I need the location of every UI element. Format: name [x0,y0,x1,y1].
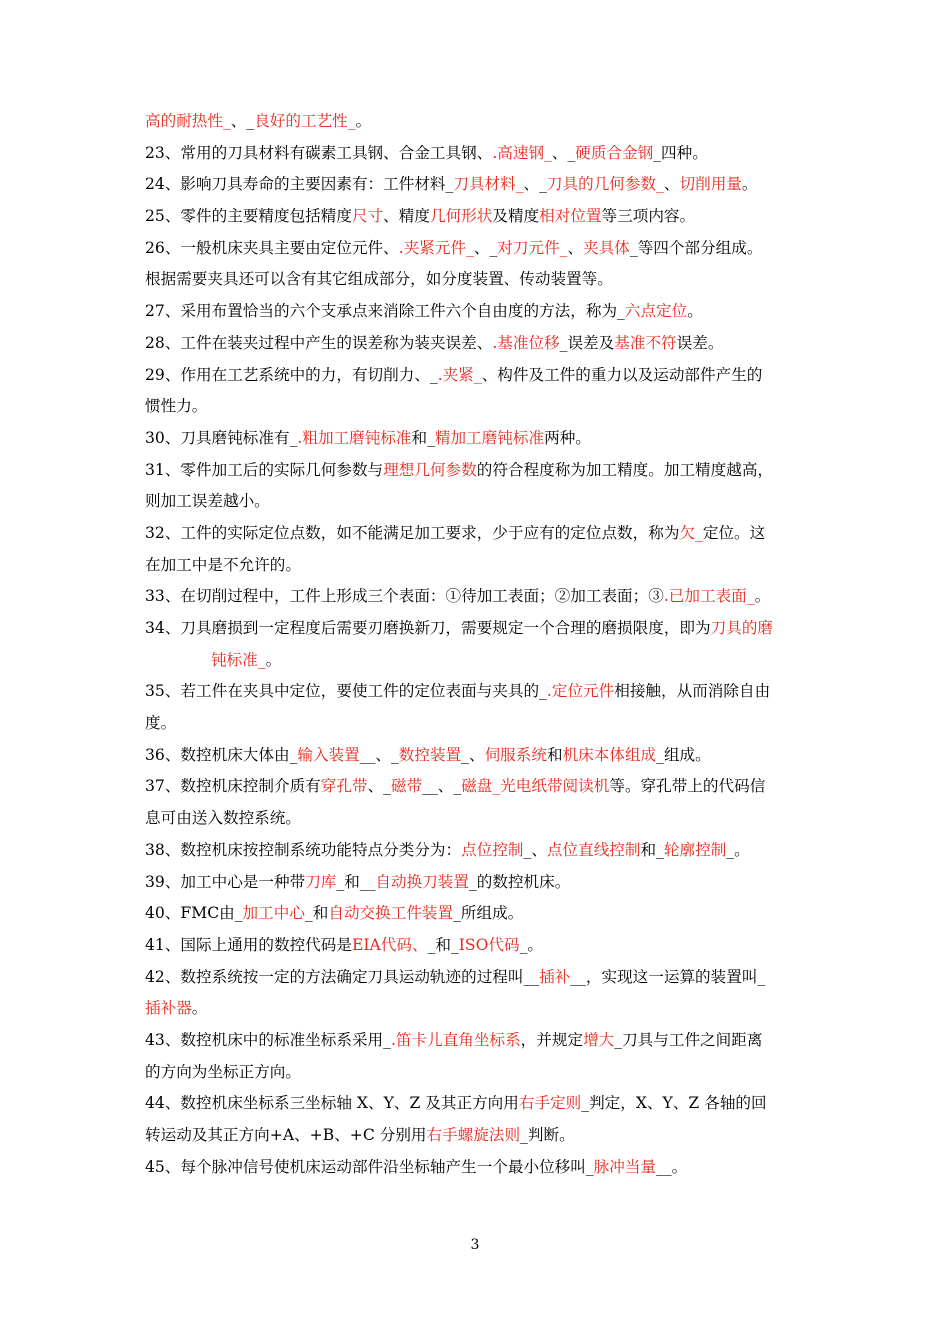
answer-text: .定位元件 [546,682,615,701]
question-text: 43、数控机床中的标准坐标系采用_ [145,1030,391,1049]
question-text: 的方向为坐标正方向。 [145,1062,301,1081]
answer-text: .笛卡儿直角坐标系 [390,1030,521,1049]
question-text: 、_ [230,112,255,130]
answer-text: 几何形状 [429,207,493,226]
question-text: 、_ [473,238,498,257]
document-body [145,106,815,1183]
text-line [145,993,815,1025]
question-text: 31、零件加工后的实际几何参数与 [145,460,384,479]
text-line [145,106,815,138]
answer-text: 钝标准_ [211,650,266,669]
answer-text: .基准位移 [492,333,560,352]
question-text: _误差及 [559,333,615,352]
answer-text: 基准不符 [614,333,677,352]
question-text: 。 [687,302,703,321]
answer-text: ISO代码 [458,935,520,954]
text-line [145,296,815,328]
question-text: 27、采用布置恰当的六个支承点来消除工件六个自由度的方法，称为_ [145,302,625,321]
text-line [145,835,815,867]
question-text: 和_ [411,428,435,447]
text-line [145,1088,815,1120]
question-text: 40、FMC由_ [145,904,243,923]
question-text: _、 [461,745,485,764]
question-text: 。 [191,999,208,1018]
question-text: 24、影响刀具寿命的主要因素有：工件材料_ [145,175,454,194]
answer-text: 穿孔带 [320,777,368,796]
text-line [145,518,815,550]
question-text: 、_ [523,175,547,194]
question-text: 定位。这 [702,523,766,542]
text-line [145,613,815,645]
text-line [145,803,815,835]
question-text: 等三项内容。 [601,207,696,226]
answer-text: 刀具的几何参数_ [546,175,664,194]
answer-text: 插补 [539,967,571,986]
answer-text: 良好的工艺性_ [254,112,356,130]
text-line [145,486,815,518]
answer-text: 硬质合金钢 [575,143,654,162]
answer-text: 高的耐热性_ [145,112,231,130]
question-text: 和 [546,745,563,764]
question-text: 37、数控机床控制介质有 [145,777,321,796]
question-text: 39、加工中心是一种带 [145,872,306,891]
question-text: _。 [519,935,543,954]
answer-text: 刀具材料_ [453,175,524,194]
question-text: 33、在切削过程中，工件上形成三个表面：①待加工表面；②加工表面；③ [145,587,664,606]
question-text: 及精度 [492,207,540,226]
answer-text: 点位控制 [461,840,524,859]
answer-text: 数控装置 [398,745,462,764]
question-text: 28、工件在装夹过程中产生的误差称为装夹误差、 [145,333,493,352]
question-text: 45、每个脉冲信号使机床运动部件沿坐标轴产生一个最小位移叫_ [145,1157,594,1176]
question-text: 38、数控机床按控制系统功能特点分类分为： [145,840,462,859]
text-line [145,1057,815,1089]
answer-text: 磁带 [390,777,423,796]
text-line [145,962,815,994]
text-line [145,169,815,201]
question-text: 根据需要夹具还可以含有其它组成部分，如分度装置、传动装置等。 [145,270,613,289]
question-text: 34、刀具磨损到一定程度后需要刃磨换新刀，需要规定一个合理的磨损限度，即为 [145,619,711,637]
answer-text: 右手螺旋法则 [426,1126,521,1144]
question-text: __。 [656,1157,688,1176]
question-text: 。 [741,175,758,194]
question-text: __，实现这一运算的装置叫_ [570,967,766,986]
answer-text: 相对位置 [539,207,602,226]
question-text: __、_ [359,745,399,764]
answer-text: 轮廓控制 [663,840,727,859]
question-text: _、 [523,840,547,859]
text-line [145,1120,815,1152]
answer-text: 磁盘_光电纸带阅读机 [461,777,610,796]
question-text: 41、国际上通用的数控代码是 [145,935,352,954]
text-line [145,233,815,265]
answer-text: 加工中心 [242,904,305,923]
question-text: _所组成。 [453,904,524,923]
question-text: 和_ [640,840,664,859]
answer-text: 输入装置 [297,745,360,764]
question-text: _四种。 [653,143,708,162]
answer-text: 伺服系统 [484,745,547,764]
question-text: 25、零件的主要精度包括精度 [145,207,352,226]
question-text: 的符合程度称为加工精度。加工精度越高， [476,460,774,479]
answer-text: 精加工磨钝标准 [434,428,545,447]
answer-text: 对刀元件_ [497,238,568,257]
question-text: 、构件及工件的重力以及运动部件产生的 [481,365,763,384]
text-line [145,264,815,296]
text-line [145,1025,815,1057]
answer-text: .粗加工磨钝标准 [297,428,412,447]
question-text: _判定，X、Y、Z 各轴的回 [581,1094,767,1113]
question-text: 30、刀具磨钝标准有_ [145,428,298,447]
question-text: __、_ [422,777,462,796]
question-text: _。 [726,840,750,859]
question-text: 、_ [551,143,576,162]
answer-text: 切削用量 [679,175,742,194]
answer-text: .夹紧元件_ [398,238,474,257]
question-text: 。 [754,587,771,606]
question-text: 36、数控机床大体由_ [145,745,298,764]
answer-text: 刀库 [305,872,337,891]
answer-text: 自动换刀装置 [375,872,469,891]
answer-text: 机床本体组成 [562,745,657,764]
answer-text: 脉冲当量 [593,1157,657,1176]
question-text: 、精度 [383,207,430,226]
answer-text: 右手定则 [518,1094,582,1113]
answer-text: 夹具体 [583,238,630,257]
answer-text: 点位直线控制 [546,840,641,859]
question-text: _的数控机床。 [468,872,571,891]
text-line [145,708,815,740]
question-text: _判断。 [520,1126,575,1144]
question-text: 两种。 [544,428,591,447]
question-text: 29、作用在工艺系统中的力，有切削力、_ [145,365,438,384]
text-line [145,328,815,360]
question-text: _等四个部分组成。 [629,238,763,257]
question-text: 度。 [145,714,177,733]
question-text: 。 [355,112,372,130]
text-line [145,771,815,803]
question-text: 35、若工件在夹具中定位，要使工件的定位表面与夹具的_ [145,682,547,701]
text-line [145,1152,815,1184]
answer-text: 理想几何参数 [383,460,477,479]
text-line [145,645,815,677]
text-line [145,201,815,233]
question-text: _和__ [336,872,376,891]
text-line [145,740,815,772]
question-text: 在加工中是不允许的。 [145,555,301,574]
question-text: 相接触，从而消除自由 [614,682,771,701]
answer-text: 插补器 [145,999,192,1018]
text-line [145,138,815,170]
question-text: 26、一般机床夹具主要由定位元件、 [145,238,399,257]
question-text: 转运动及其正方向+A、+B、+C 分别用 [145,1126,427,1144]
question-text: _组成。 [656,745,711,764]
question-text: 。 [265,650,282,669]
answer-text: .已加工表面_ [663,587,755,606]
question-text: 则加工误差越小。 [145,492,270,511]
text-line [145,550,815,582]
answer-text: .夹紧_ [437,365,482,384]
answer-text: 自动交换工件装置 [328,904,454,923]
question-text: ，并规定 [520,1030,584,1049]
question-text: 、_ [367,777,391,796]
question-text: 等。穿孔带上的代码信 [609,777,766,796]
question-text: 息可由送入数控系统。 [145,809,301,828]
answer-text: EIA代码、 [351,935,428,954]
answer-text: 欠_ [679,523,703,542]
text-line [145,391,815,423]
question-text: 42、数控系统按一定的方法确定刀具运动轨迹的过程叫__ [145,967,540,986]
text-line [145,930,815,962]
text-line [145,581,815,613]
question-text: _和_ [427,935,459,954]
text-line [145,455,815,487]
answer-text: .高速钢_ [492,143,552,162]
question-text: _和 [304,904,329,923]
text-line [145,867,815,899]
text-line [145,676,815,708]
answer-text: 六点定位 [624,302,688,321]
question-text: 惯性力。 [145,397,208,416]
text-line [145,423,815,455]
question-text: 32、工件的实际定位点数，如不能满足加工要求，少于应有的定位点数，称为 [145,523,680,542]
question-text: 23、常用的刀具材料有碳素工具钢、合金工具钢、 [145,143,493,162]
question-text: _刀具与工件之间距离 [614,1030,763,1049]
answer-text: 刀具的磨 [710,619,774,637]
question-text: 、 [567,238,584,257]
question-text: 误差。 [676,333,724,352]
question-text: 44、数控机床坐标系三坐标轴 X、Y、Z 及其正方向用 [145,1094,519,1113]
answer-text: 尺寸 [351,207,384,226]
page-number: 3 [470,1237,480,1253]
answer-text: 增大 [583,1030,615,1049]
text-line [145,360,815,392]
question-text: 、 [663,175,680,194]
text-line [145,898,815,930]
